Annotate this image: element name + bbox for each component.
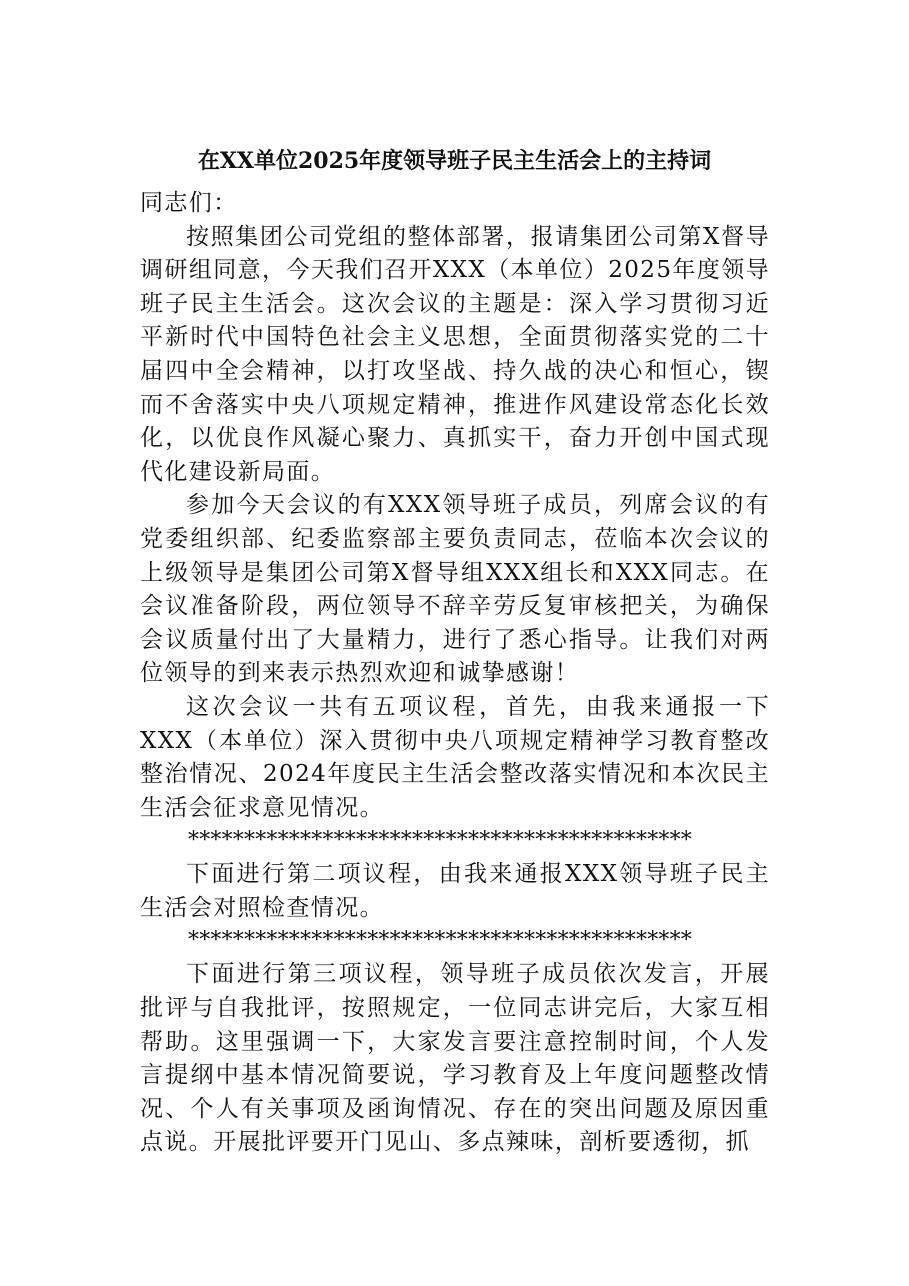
document-body [140, 187, 770, 1160]
salutation: 同志们： [140, 190, 238, 216]
paragraph-agenda-two: 下面进行第二项议程，由我来通报XXX领导班子民主生活会对照检查情况。 [140, 861, 770, 921]
paragraph-agenda-three: 下面进行第三项议程，领导班子成员依次发言，开展批评与自我批评，按照规定，一位同志讲完后，大家互相帮助。这里强调一下，大家发言要注意控制时间，个人发言提纲中基本情况简要说，学习教育及上年度问题整改情况、个人有关事项及函询情况、存在的突出问题及原因重点说。开展批评要开门见山、多点辣味，剖析要透彻，抓 [140, 961, 770, 1156]
paragraph-agenda-one: 这次会议一共有五项议程，首先，由我来通报一下XXX（本单位）深入贯彻中央八项规定精神学习教育整改整治情况、2024年度民主生活会整改落实情况和本次民主生活会征求意见情况。 [140, 693, 770, 821]
paragraph-attendees: 参加今天会议的有XXX领导班子成员，列席会议的有党委组织部、纪委监察部主要负责同志，莅临本次会议的上级领导是集团公司第X督导组XXX组长和XXX同志。在会议准备阶段，两位领导不辞辛劳反复审核把关，为确保会议质量付出了大量精力，进行了悉心指导。让我们对两位领导的到来表示热烈欢迎和诚挚感谢！ [140, 492, 770, 687]
document-title: 在XX单位2025年度领导班子民主生活会上的主持词 [197, 148, 712, 174]
separator-line: ********************************************* [188, 828, 692, 854]
separator-line: ********************************************* [188, 928, 692, 954]
paragraph-opening: 按照集团公司党组的整体部署，报请集团公司第X督导调研组同意，今天我们召开XXX（本单位）2025年度领导班子民主生活会。这次会议的主题是：深入学习贯彻习近平新时代中国特色社会主义思想，全面贯彻落实党的二十届四中全会精神，以打攻坚战、持久战的决心和恒心，锲而不舍落实中央八项规定精神，推进作风建设常态化长效化，以优良作风凝心聚力、真抓实干，奋力开创中国式现代化建设新局面。 [140, 223, 770, 485]
